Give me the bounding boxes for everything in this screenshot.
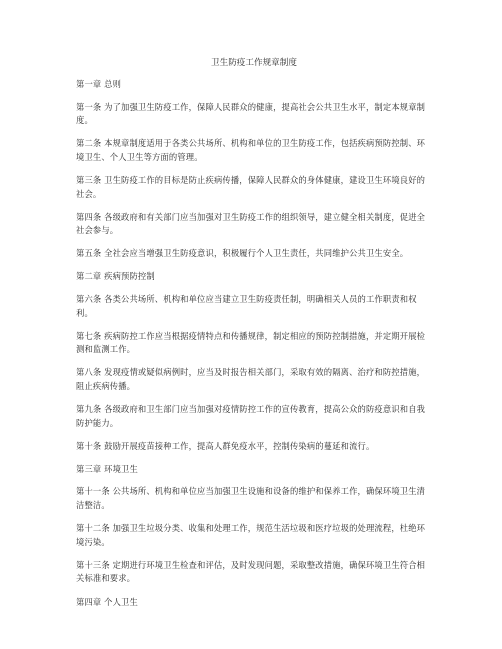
article-paragraph: 第七条 疾病防控工作应当根据疫情特点和传播规律，制定相应的预防控制措施，并定期开展检测和监测工作。 xyxy=(76,330,426,355)
chapter-heading: 第四章 个人卫生 xyxy=(76,596,138,607)
document-page xyxy=(76,57,432,618)
chapter-heading: 第三章 环境卫生 xyxy=(76,463,138,474)
article-paragraph: 第十三条 定期进行环境卫生检查和评估，及时发现问题，采取整改措施，确保环境卫生符合相关标准和要求。 xyxy=(76,559,426,584)
article-paragraph: 第六条 各类公共场所、机构和单位应当建立卫生防疫责任制，明确相关人员的工作职责和权利。 xyxy=(76,294,417,318)
chapter-heading: 第一章 总则 xyxy=(76,79,122,89)
article-paragraph: 第二条 本规章制度适用于各类公共场所、机构和单位的卫生防疫工作，包括疾病预防控制、环境卫生、个人卫生等方面的管理。 xyxy=(76,138,426,162)
article-paragraph: 第十二条 加强卫生垃圾分类、收集和处理工作，规范生活垃圾和医疗垃圾的处理流程，杜绝环境污染。 xyxy=(76,523,426,547)
article-paragraph: 第九条 各级政府和卫生部门应当加强对疫情防控工作的宣传教育，提高公众的防疫意识和自我防护能力。 xyxy=(76,404,426,428)
article-paragraph: 第一条 为了加强卫生防疫工作，保障人民群众的健康，提高社会公共卫生水平，制定本规章制度。 xyxy=(76,101,426,126)
article-paragraph: 第四条 各级政府和有关部门应当加强对卫生防疫工作的组织领导，建立健全相关制度，促进全社会参与。 xyxy=(76,211,426,236)
article-paragraph: 第五条 全社会应当增强卫生防疫意识，积极履行个人卫生责任，共同维护公共卫生安全。 xyxy=(76,248,409,259)
article-paragraph: 第十一条 公共场所、机构和单位应当加强卫生设施和设备的维护和保养工作，确保环境卫生清洁整洁。 xyxy=(76,486,426,511)
document-title: 卫生防疫工作规章制度 xyxy=(211,58,297,68)
article-paragraph: 第三条 卫生防疫工作的目标是防止疾病传播，保障人民群众的身体健康，建设卫生环境良好的社会。 xyxy=(76,174,426,199)
article-paragraph: 第八条 发现疫情或疑似病例时，应当及时报告相关部门，采取有效的隔离、治疗和防控措施，阻止疾病传播。 xyxy=(76,367,426,391)
chapter-heading: 第二章 疾病预防控制 xyxy=(76,271,155,282)
article-paragraph: 第十条 鼓励开展疫苗接种工作，提高人群免疫水平，控制传染病的蔓延和流行。 xyxy=(76,440,375,451)
